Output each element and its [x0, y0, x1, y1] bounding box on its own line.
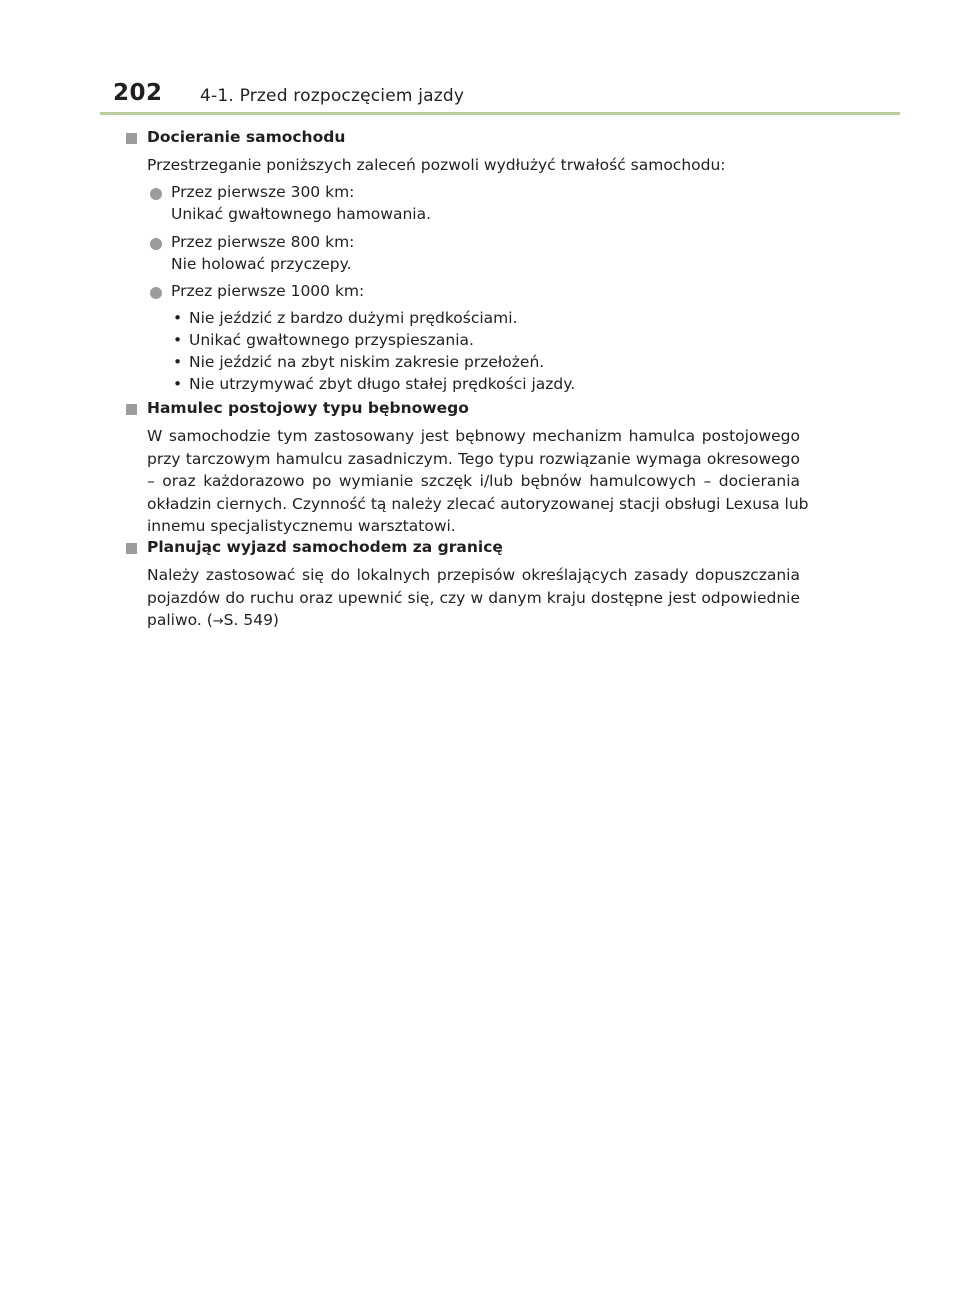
section-paragraph [147, 564, 800, 634]
reference-prefix: paliwo. ( [147, 611, 213, 629]
paragraph-line: przy tarczowym hamulcu zasadniczym. Tego typu rozwiązanie wymaga okresowego [147, 449, 800, 468]
page-number: 202 [113, 80, 163, 106]
section-intro: Przestrzeganie poniższych zaleceń pozwoli wydłużyć trwałość samochodu: [147, 156, 726, 174]
sub-bullet-text: Nie jeździć z bardzo dużymi prędkościami. [189, 309, 518, 327]
circle-bullet-icon [150, 188, 162, 200]
page-reference[interactable]: S. 549) [223, 611, 279, 629]
sub-bullet [173, 353, 544, 371]
item-text: Nie holować przyczepy. [171, 255, 352, 273]
item-title: Przez pierwsze 800 km: [171, 233, 355, 251]
square-bullet-icon [126, 543, 137, 554]
square-bullet-icon [126, 404, 137, 415]
dot-bullet-icon: • [173, 375, 183, 393]
header-rule [100, 112, 900, 115]
section-heading: Docieranie samochodu [147, 128, 346, 146]
dot-bullet-icon: • [173, 331, 183, 349]
section-heading: Hamulec postojowy typu bębnowego [147, 399, 469, 417]
paragraph-line: Należy zastosować się do lokalnych przepisów określających zasady dopuszczania [147, 566, 800, 584]
circle-bullet-icon [150, 287, 162, 299]
item-title: Przez pierwsze 1000 km: [171, 282, 365, 300]
sub-bullet-text: Nie utrzymywać zbyt długo stałej prędkości jazdy. [189, 375, 576, 393]
page-header [0, 0, 960, 120]
dot-bullet-icon: • [173, 309, 183, 327]
circle-bullet-icon [150, 238, 162, 250]
item-title: Przez pierwsze 300 km: [171, 183, 355, 201]
paragraph-line: pojazdów do ruchu oraz upewnić się, czy w danym kraju dostępne jest odpowiednie [147, 588, 800, 607]
paragraph-line [147, 609, 800, 634]
section-paragraph [147, 425, 809, 538]
sub-bullet [173, 331, 474, 349]
square-bullet-icon [126, 133, 137, 144]
paragraph-line: innemu specjalistycznemu warsztatowi. [147, 517, 456, 535]
arrow-right-icon: → [212, 614, 224, 629]
paragraph-line: okładzin ciernych. Czynność tą należy zlecać autoryzowanej stacji obsługi Lexusa lub [147, 494, 809, 513]
sub-bullet [173, 375, 575, 393]
item-text: Unikać gwałtownego hamowania. [171, 205, 432, 223]
sub-bullet-text: Unikać gwałtownego przyspieszania. [189, 331, 474, 349]
section-title: 4-1. Przed rozpoczęciem jazdy [200, 86, 465, 106]
dot-bullet-icon: • [173, 353, 183, 371]
section-heading: Planując wyjazd samochodem za granicę [147, 538, 503, 556]
paragraph-line: – oraz każdorazowo po wymianie szczęk i/lub bębnów hamulcowych – docierania [147, 472, 800, 490]
sub-bullet-text: Nie jeździć na zbyt niskim zakresie przełożeń. [189, 353, 545, 371]
paragraph-line: W samochodzie tym zastosowany jest bębnowy mechanizm hamulca postojowego [147, 427, 800, 445]
sub-bullet [173, 309, 518, 327]
